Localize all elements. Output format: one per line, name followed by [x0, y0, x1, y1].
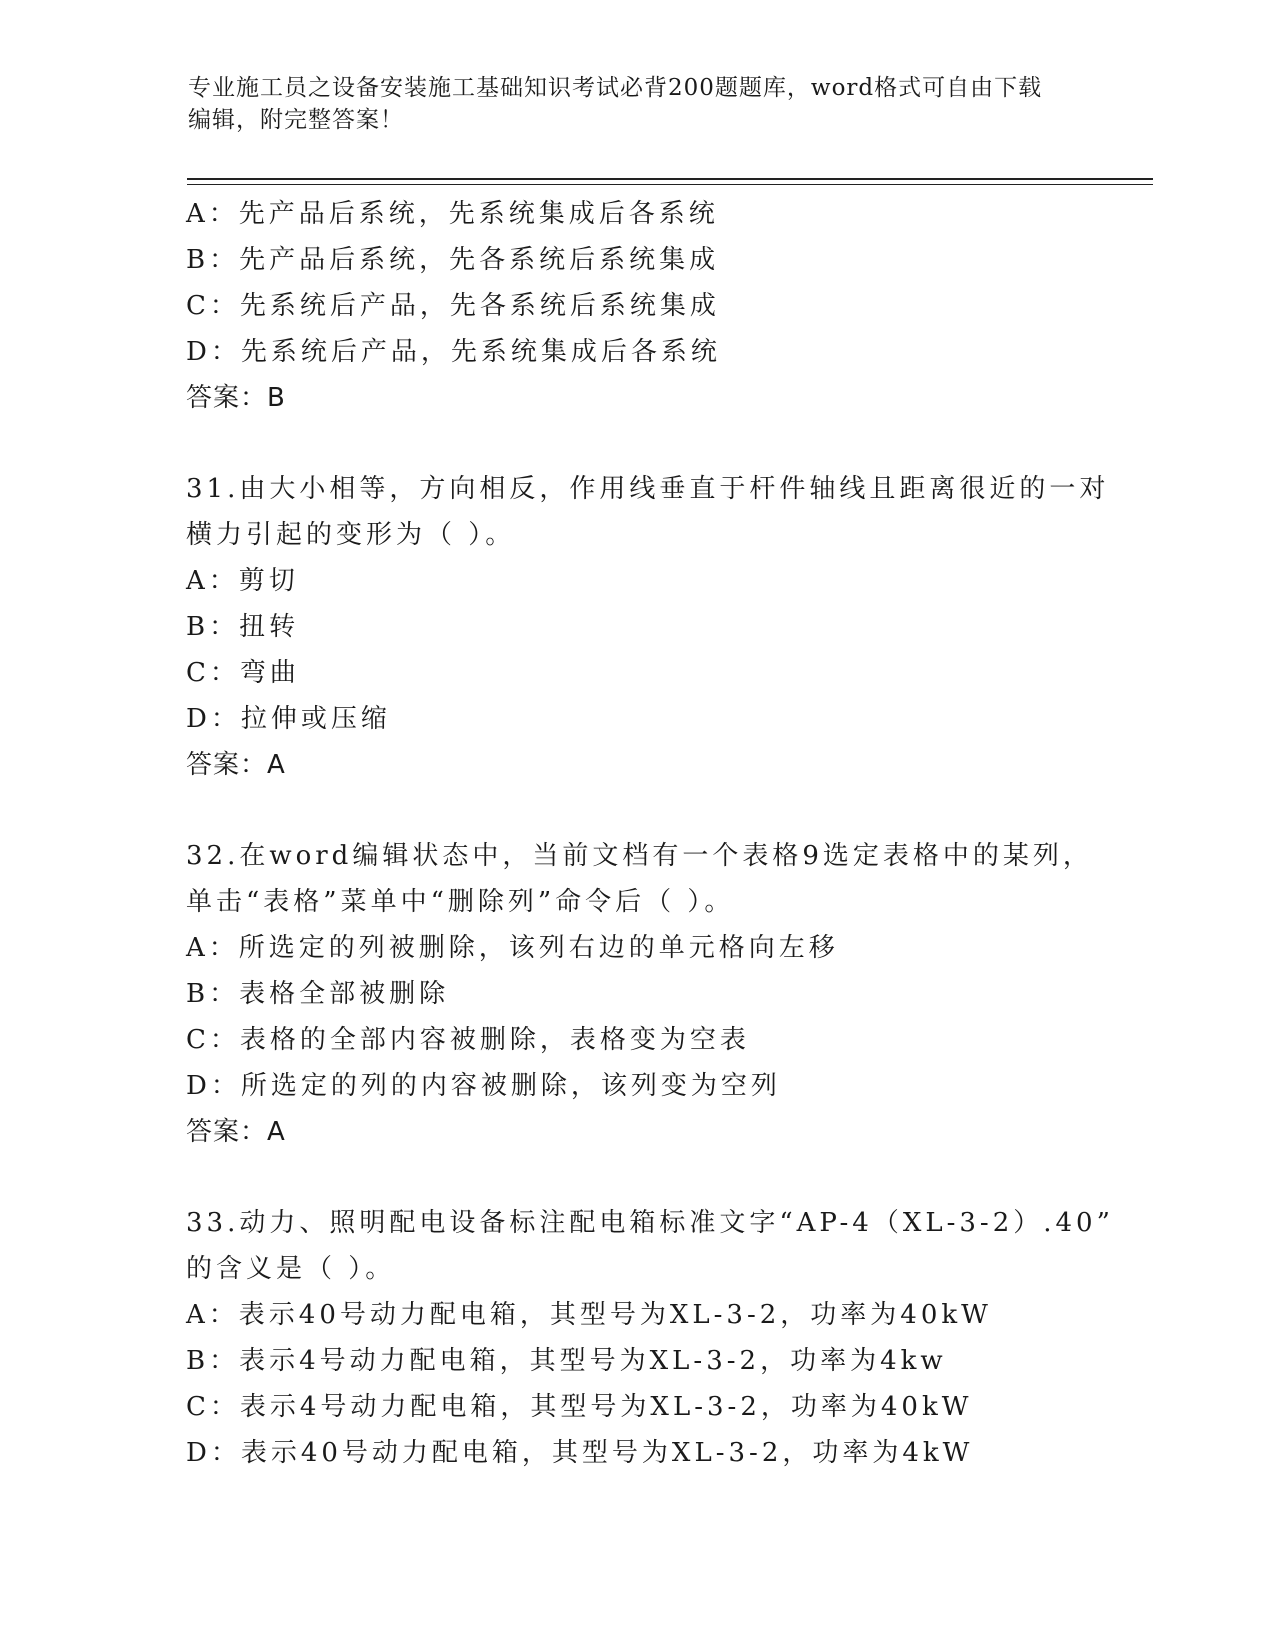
option-a: A：剪切	[186, 566, 299, 596]
question-stem: 31.由大小相等，方向相反，作用线垂直于杆件轴线且距离很近的一对	[186, 474, 1110, 504]
option-c: C：弯曲	[186, 658, 300, 688]
option-a: A：所选定的列被删除，该列右边的单元格向左移	[186, 933, 839, 963]
option-c: C：先系统后产品，先各系统后系统集成	[186, 291, 720, 321]
option-d: D：先系统后产品，先系统集成后各系统	[186, 337, 721, 367]
option-b: B：表示4号动力配电箱，其型号为XL-3-2，功率为4kw	[186, 1346, 947, 1376]
option-d: D：表示40号动力配电箱，其型号为XL-3-2，功率为4kW	[186, 1438, 974, 1468]
option-a: A：表示40号动力配电箱，其型号为XL-3-2，功率为40kW	[186, 1300, 992, 1330]
option-a: A：先产品后系统，先系统集成后各系统	[186, 199, 719, 229]
header-rule-thick	[187, 178, 1153, 180]
question-list	[186, 191, 1126, 1476]
question-stem-cont: 横力引起的变形为（ ）。	[186, 520, 516, 550]
option-d: D：所选定的列的内容被删除，该列变为空列	[186, 1071, 781, 1101]
question-stem-cont: 的含义是（ ）。	[186, 1254, 396, 1284]
header-line-2: 编辑，附完整答案！	[188, 107, 404, 133]
prev-question-block	[186, 191, 1126, 421]
question-stem-cont: 单击“表格”菜单中“删除列”命令后（ ）。	[186, 887, 735, 917]
question-32	[186, 833, 1126, 1155]
question-33	[186, 1200, 1126, 1476]
option-b: B：扭转	[186, 612, 300, 642]
question-31	[186, 466, 1126, 788]
question-stem: 32.在word编辑状态中，当前文档有一个表格9选定表格中的某列，	[186, 841, 1093, 871]
option-b: B：表格全部被删除	[186, 979, 450, 1009]
option-b: B：先产品后系统，先各系统后系统集成	[186, 245, 720, 275]
header-rule-thin	[187, 184, 1153, 185]
option-d: D：拉伸或压缩	[186, 704, 391, 734]
answer: 答案：B	[186, 383, 286, 413]
answer: 答案：A	[186, 1117, 286, 1147]
option-c: C：表示4号动力配电箱，其型号为XL-3-2，功率为40kW	[186, 1392, 973, 1422]
header-line-1: 专业施工员之设备安装施工基础知识考试必背200题题库，word格式可自由下载	[188, 75, 1043, 101]
document-header	[188, 72, 1068, 136]
answer: 答案：A	[186, 750, 286, 780]
option-c: C：表格的全部内容被删除，表格变为空表	[186, 1025, 750, 1055]
question-stem: 33.动力、照明配电设备标注配电箱标准文字“AP-4（XL-3-2）.40”	[186, 1208, 1114, 1238]
